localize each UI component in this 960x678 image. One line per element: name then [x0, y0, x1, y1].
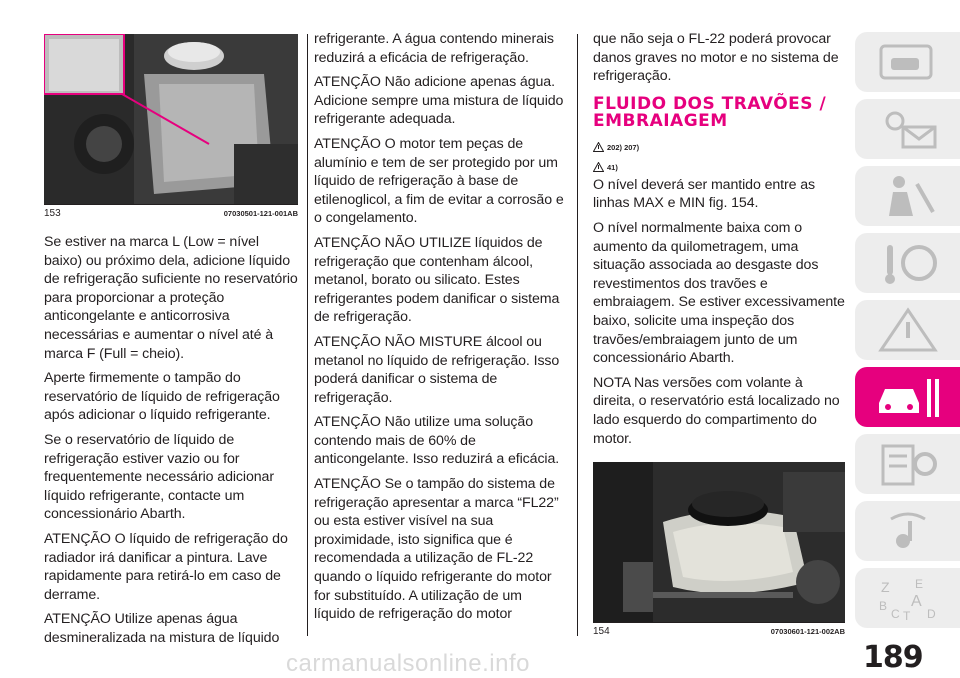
- page-number: 189: [863, 640, 923, 675]
- tab-starting-driving[interactable]: [855, 233, 960, 293]
- index-letter: C: [890, 607, 900, 621]
- paragraph: ATENÇÃO O motor tem peças de alumínio e tem de ser protegido por um líquido de refrigeração à base de etilenoglicol, a fim de evitar a corrosão e o congelamento.: [314, 135, 564, 227]
- warning-triangle-icon: [593, 142, 604, 152]
- warning-refs: 202) 207): [607, 142, 640, 152]
- dashboard-car-icon: [873, 38, 943, 86]
- tab-multimedia[interactable]: [855, 501, 960, 561]
- technical-data-icon: [873, 440, 943, 488]
- index-icon: [873, 574, 943, 622]
- paragraph: ATENÇÃO Não utilize uma solução contendo mais de 60% de anticongelante. Isso reduzirá a eficácia.: [314, 414, 560, 468]
- paragraph: O nível deverá ser mantido entre as linhas MAX e MIN fig. 154.: [593, 176, 816, 212]
- warning-reference: [593, 136, 845, 152]
- column-middle: [314, 30, 566, 630]
- paragraph: Se o reservatório de líquido de refrigeração estiver vazio ou for frequentemente necessário adicionar líquido refrigerante, contacte um concessionário Abarth.: [44, 431, 274, 523]
- tab-safety[interactable]: [855, 166, 960, 226]
- caution-refs: 41): [607, 162, 618, 172]
- tab-index[interactable]: [855, 568, 960, 628]
- figure-153-coolant-reservoir: [44, 34, 298, 204]
- tab-lights-warnings[interactable]: [855, 99, 960, 159]
- emergency-icon: [873, 306, 943, 354]
- multimedia-icon: [873, 507, 943, 555]
- watermark: carmanualsonline.info: [286, 650, 530, 677]
- index-letter: T: [902, 609, 910, 622]
- heading-line: EMBRAIAGEM: [593, 110, 728, 131]
- column-right: [593, 30, 845, 651]
- figure-number: 153: [44, 208, 61, 219]
- figure-154-caption: [593, 622, 845, 637]
- paragraph: ATENÇÃO NÃO UTILIZE líquidos de refrigeração que contenham álcool, metanol, borato ou silicato. Estes refrigerantes podem danificar o sistema de refrigeração.: [314, 234, 560, 326]
- figure-153-caption: [44, 204, 298, 219]
- index-letter: Z: [880, 579, 890, 595]
- index-letter: E: [914, 577, 923, 591]
- tab-dashboard[interactable]: [855, 32, 960, 92]
- safety-airbag-icon: [873, 172, 943, 220]
- paragraph: refrigerante. A água contendo minerais reduzirá a eficácia de refrigeração.: [314, 31, 554, 66]
- paragraph: que não seja o FL-22 poderá provocar danos graves no motor e no sistema de refrigeração.: [593, 31, 839, 85]
- starting-driving-icon: [873, 239, 943, 287]
- column-divider: [577, 34, 578, 636]
- figure-154-brake-fluid-reservoir: [593, 462, 845, 622]
- figure-code: 07030501-121-001AB: [223, 209, 298, 218]
- paragraph: ATENÇÃO NÃO MISTURE álcool ou metanol no líquido de refrigeração. Isso poderá danificar o sistema de refrigeração.: [314, 333, 560, 406]
- paragraph: NOTA Nas versões com volante à direita, o reservatório está localizado no lado esquerdo do compartimento do motor.: [593, 374, 840, 447]
- paragraph: ATENÇÃO Se o tampão do sistema de refrigeração apresentar a marca “FL22” ou esta estiver visível na sua proximidade, isto significa que é recomendada a utilização de FL-22 quando o líquido refrigerante do motor for substituído. A utilização de um líquido de refrigeração do motor: [314, 476, 559, 623]
- column-left: [44, 0, 298, 653]
- index-letter: D: [926, 607, 936, 621]
- chapter-sidebar: [855, 32, 960, 635]
- column-divider: [307, 34, 308, 636]
- paragraph: Se estiver na marca L (Low = nível baixo) ou próximo dela, adicione líquido de refrigeração suficiente no reservatório para proporcionar a proteção anticongelante e anticorrosiva necessárias e aumentar o nível até à marca F (Full = cheio).: [44, 234, 298, 362]
- caution-triangle-icon: [593, 162, 604, 172]
- brake-fluid-reservoir-photo: [593, 462, 845, 622]
- tab-technical-data[interactable]: [855, 434, 960, 494]
- figure-code: 07030601-121-002AB: [770, 627, 845, 637]
- paragraph: ATENÇÃO O líquido de refrigeração do radiador irá danificar a pintura. Lave rapidamente para retirá-lo em caso de derrame.: [44, 530, 288, 603]
- coolant-reservoir-photo: [44, 34, 298, 204]
- maintenance-icon: [873, 373, 943, 421]
- index-letter: A: [910, 593, 922, 610]
- tab-emergency[interactable]: [855, 300, 960, 360]
- figure-number: 154: [593, 626, 610, 638]
- paragraph: ATENÇÃO Não adicione apenas água. Adicione sempre uma mistura de líquido refrigerante adequada.: [314, 74, 564, 128]
- section-heading: [593, 93, 845, 131]
- heading-line: FLUIDO DOS TRAVÕES /: [593, 93, 827, 114]
- paragraph: O nível normalmente baixa com o aumento da quilometragem, uma situação associada ao desgaste dos revestimentos dos travões e embraiagem. Se estiver excessivamente baixo, solicite uma inspeção dos travões/embraiagem junto de um concessionário Abarth.: [593, 219, 845, 367]
- lights-warning-icon: [873, 105, 943, 153]
- paragraph: Aperte firmemente o tampão do reservatório de líquido de refrigeração após adicionar o líquido refrigerante.: [44, 370, 280, 424]
- paragraph: ATENÇÃO Utilize apenas água desmineralizada na mistura de líquido: [44, 611, 280, 646]
- index-letter: B: [878, 599, 887, 613]
- tab-maintenance[interactable]: [855, 367, 960, 427]
- caution-reference: [593, 156, 845, 172]
